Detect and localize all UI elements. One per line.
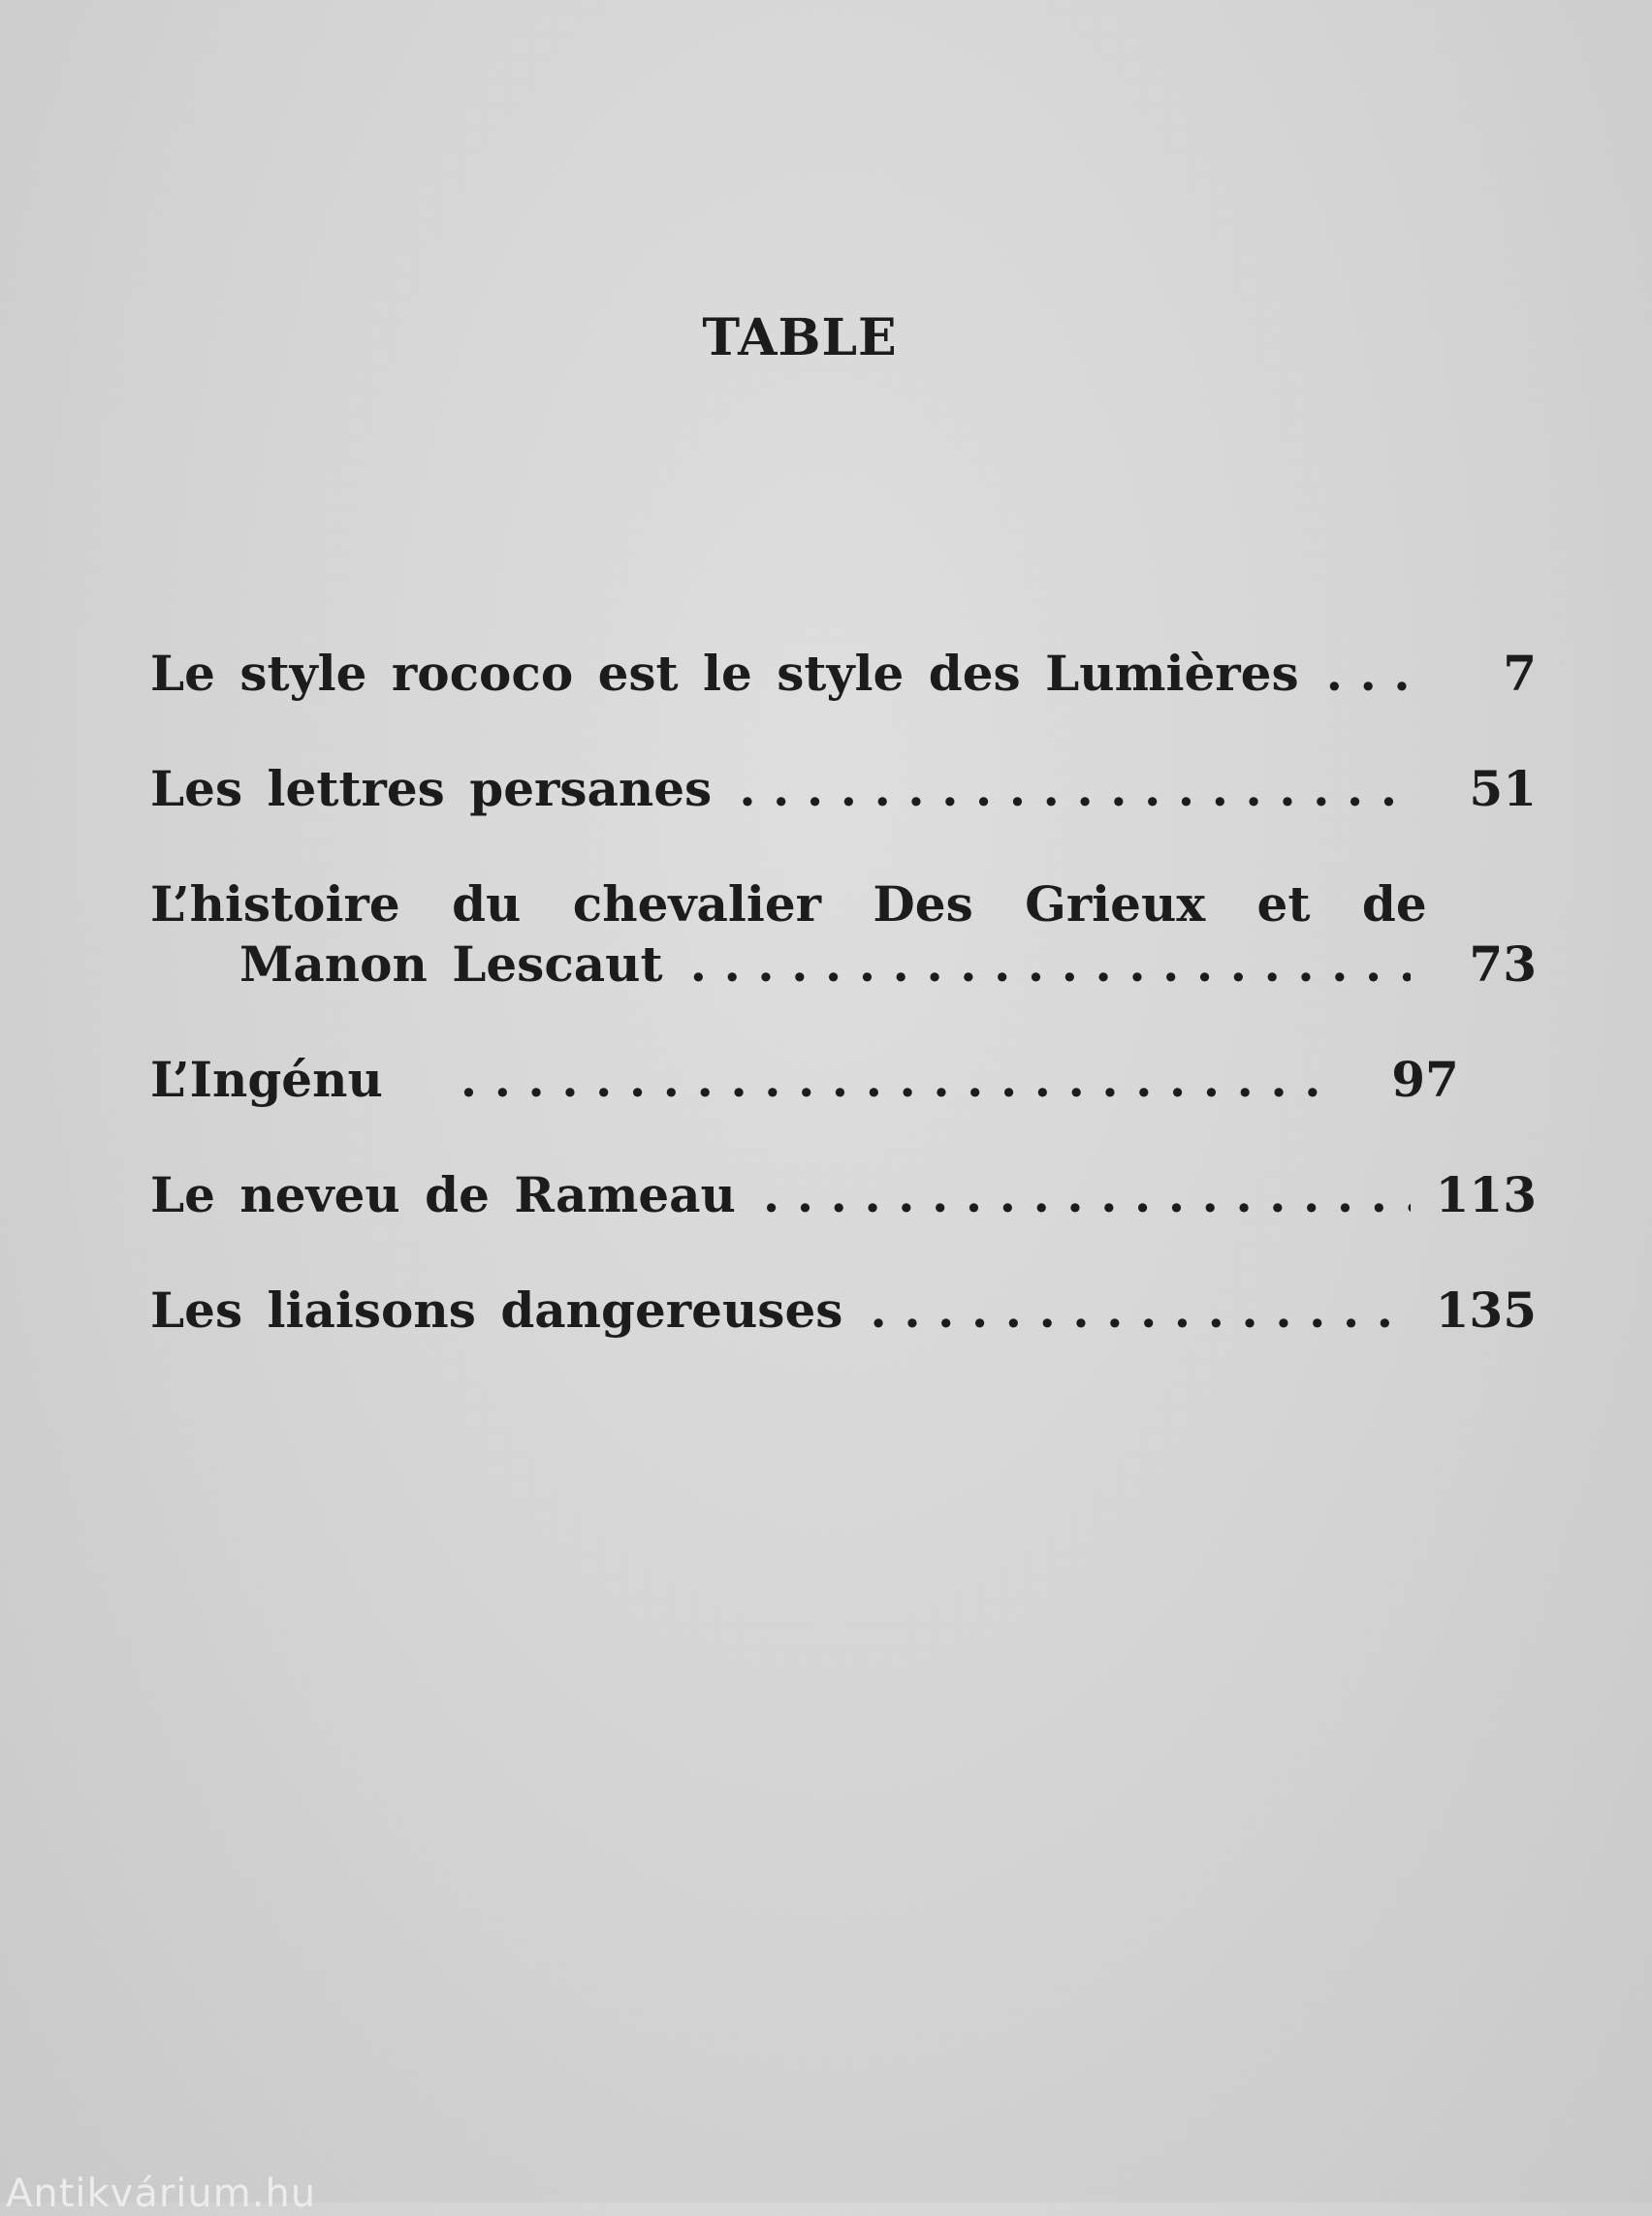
toc-entry [150, 1282, 1537, 1342]
toc-entry [150, 875, 1537, 996]
dot-leader [739, 760, 1411, 817]
toc-entry-title-line2: Manon Lescaut [239, 935, 663, 993]
toc-entry [150, 645, 1537, 705]
dot-leader [870, 1282, 1411, 1339]
toc-entry-page: 113 [1435, 1166, 1537, 1223]
toc-entry [150, 1166, 1537, 1226]
toc-entry-page: 51 [1469, 760, 1537, 817]
toc-entry-page: 97 [1391, 1051, 1459, 1108]
dot-leader [690, 935, 1411, 993]
toc-entry-title: Le neveu de Rameau [150, 1166, 736, 1223]
toc-entry-page: 73 [1469, 935, 1537, 993]
page-title: TABLE [702, 308, 898, 367]
dot-leader [763, 1166, 1411, 1223]
toc-entry-title: Les lettres persanes [150, 760, 713, 817]
toc-entry-title: Les liaisons dangereuses [150, 1282, 843, 1339]
toc-entry-title: Le style rococo est le style des Lumières [150, 645, 1299, 702]
toc-entry-title-line1: L’histoire du chevalier Des Grieux et de [150, 875, 1427, 933]
toc-entry-page: 135 [1435, 1282, 1537, 1339]
toc-entry-title: L’Ingénu [150, 1051, 383, 1108]
dot-leader [461, 1051, 1333, 1108]
dot-leader [1326, 645, 1411, 702]
table-of-contents [150, 645, 1537, 1397]
toc-entry [150, 1051, 1537, 1111]
watermark: Antikvárium.hu [6, 2171, 317, 2216]
toc-entry [150, 760, 1537, 820]
toc-entry-page: 7 [1503, 645, 1537, 702]
